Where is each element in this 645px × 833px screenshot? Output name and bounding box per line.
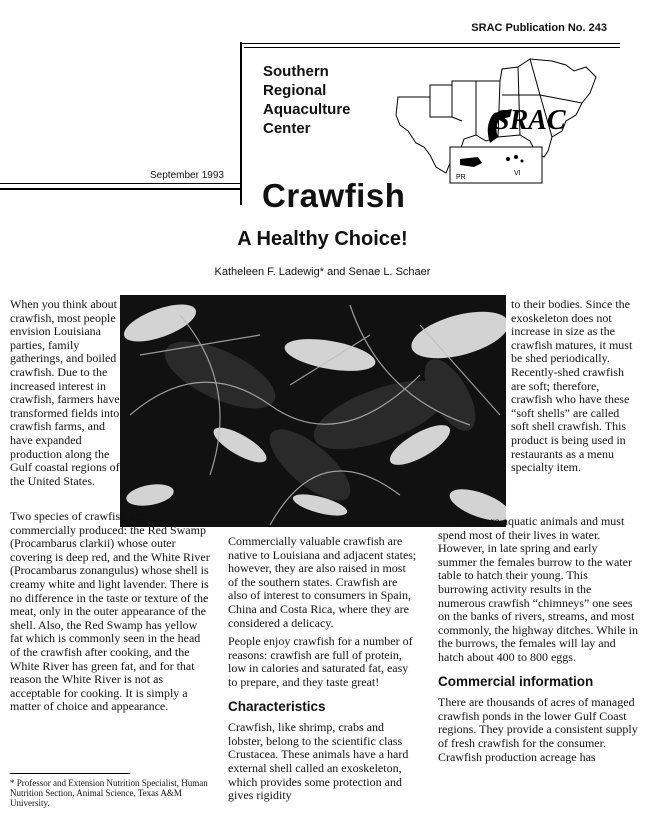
header-rule-top-inner: [244, 47, 620, 48]
paragraph: Two species of crawfish are commercially produced: the Red Swamp (Procambarus clarkii) whose outer covering is deep red, and the White River (Procambarus zonangulus) whose shell is creamy white and light lavender. There is no difference in the taste or texture of the meat, only in the outer appearance of the shell. Also, the Red Swamp has yellow fat which is commonly seen in the head of the crawfish after cooking, and the White River has green fat, and for that reason the White River is not as acceptable for cooking. It is simply a matter of choice and appearance.: [10, 509, 210, 714]
paragraph: Commercially valuable crawfish are native to Louisiana and adjacent states; however, they are also raised in most of the southern states. Crawfish are also of interest to consumers in Spain, China and Costa Rica, where they are considered a delicacy.: [228, 534, 417, 630]
paragraph: People enjoy crawfish for a number of reasons: crawfish are full of protein, low in calories and saturated fat, easy to prepare, and they taste great!: [228, 634, 413, 689]
header-rule-top: [240, 43, 620, 44]
column-1-top: [10, 298, 123, 493]
authors: Katheleen F. Ladewig* and Senae L. Schaer: [214, 266, 431, 278]
column-2: [228, 535, 418, 808]
center-name-line: Aquaculture: [263, 101, 351, 118]
map-label-pr: PR: [456, 174, 466, 181]
document-subtitle: A Healthy Choice!: [237, 228, 408, 250]
paragraph: to their bodies. Since the exoskeleton does not increase in size as the crawfish matures, it must be shed periodically. Recently-shed crawfish are soft; therefore, crawfish who have these “soft shells” are called soft shell crawfish. This product is being used in restaurants as a menu specialty item.: [511, 297, 633, 475]
column-3-bottom: [438, 515, 638, 769]
column-1-bottom: [10, 510, 212, 719]
center-name-line: Southern: [263, 63, 329, 80]
crawfish-photo: [120, 295, 506, 527]
header-rule-vertical: [240, 42, 242, 205]
publication-date: September 1993: [150, 170, 224, 181]
srac-map-logo: [390, 55, 605, 185]
map-label-vi: VI: [514, 170, 521, 177]
publication-number: SRAC Publication No. 243: [471, 22, 607, 34]
header-rule-left-thick: [0, 188, 241, 190]
footnote: * Professor and Extension Nutrition Specialist, Human Nutrition Section, Animal Science, Texas A&M University.: [10, 778, 208, 808]
paragraph: Crawfish, like shrimp, crabs and lobster, belong to the scientific class Crustacea. These animals have a hard external shell called an exoskeleton, which provides some protection and gives rigidity: [228, 720, 409, 803]
center-name: [263, 62, 351, 138]
center-name-line: Regional: [263, 82, 327, 99]
srac-logo-text: SRAC: [494, 105, 566, 136]
paragraph: Crawfish are aquatic animals and must spend most of their lives in water. However, in late spring and early summer the females burrow to the water table to hatch their young. This burrowing activity results in the numerous crawfish “chimneys” one sees on the banks of rivers, streams, and most commonly, the highway ditches. While in the burrows, the females will lay and hatch about 400 to 800 eggs.: [438, 514, 638, 664]
paragraph: When you think about crawfish, most people envision Louisiana parties, family gatherings, and boiled crawfish. Due to the increased interest in crawfish, farmers have transformed fields into crawfish farms, and have expanded production along the Gulf coastal regions of the United States.: [10, 297, 120, 488]
footnote-rule: [10, 773, 130, 774]
center-name-line: Center: [263, 120, 311, 137]
section-heading-characteristics: Characteristics: [228, 698, 326, 714]
column-3-top: [511, 298, 636, 480]
section-heading-commercial: Commercial information: [438, 673, 594, 689]
header-rule-left: [0, 183, 241, 184]
paragraph: There are thousands of acres of managed crawfish ponds in the lower Gulf Coast regions. They provide a consistent supply of fresh crawfish for the consumer. Crawfish production acreage has: [438, 695, 638, 764]
document-title: Crawfish: [262, 177, 406, 214]
